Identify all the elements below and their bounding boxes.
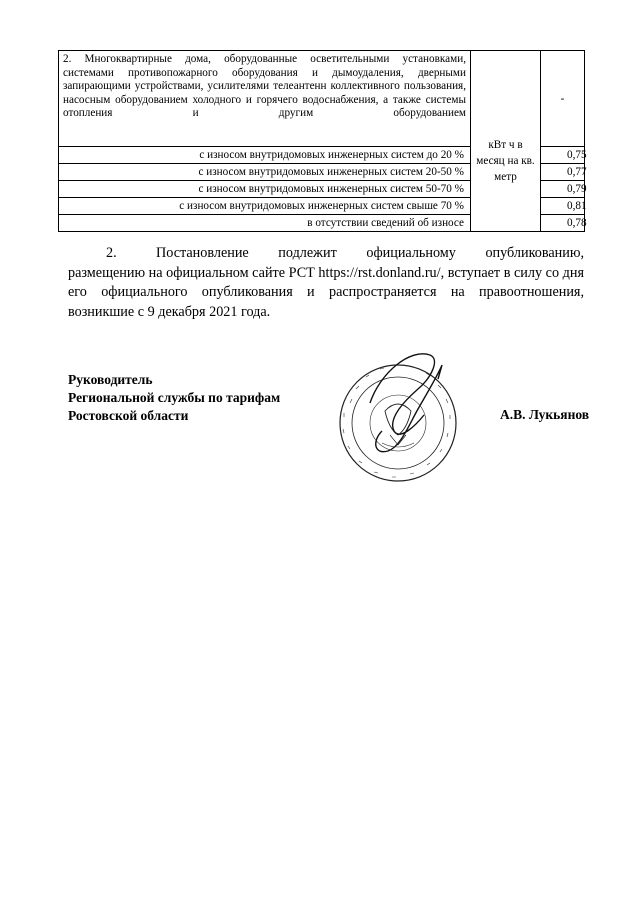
row-value: 0,75 <box>541 147 585 164</box>
official-seal <box>330 343 470 493</box>
row-value: 0,78 <box>541 215 585 232</box>
category-description: 2. Многоквартирные дома, оборудованные осветительными установками, системами противопожарного оборудования и дымоудаления, дверными запирающими устройствами, усилителями телеантенн коллективного пользования, насосным оборудованием холодного и горячего водоснабжения, а также системы отопления и другим оборудованием <box>59 51 471 147</box>
row-label: с износом внутридомовых инженерных систем до 20 % <box>59 147 471 164</box>
row-label: с износом внутридомовых инженерных систем 50-70 % <box>59 181 471 198</box>
clause-number: 2. <box>106 245 117 261</box>
signer-title-line: Ростовской области <box>68 408 189 423</box>
signer-name: А.В. Лукьянов <box>500 407 590 422</box>
signer-title-line: Региональной службы по тарифам <box>68 390 281 405</box>
row-value: 0,77 <box>541 164 585 181</box>
tariff-table <box>58 50 585 232</box>
row-label: с износом внутридомовых инженерных систем 20-50 % <box>59 164 471 181</box>
row-value: 0,79 <box>541 181 585 198</box>
row-value: 0,81 <box>541 198 585 215</box>
row-label: в отсутствии сведений об износе <box>59 215 471 232</box>
signer-title-line: Руководитель <box>68 372 153 387</box>
clause-text: Постановление подлежит официальному опубликованию, размещению на официальном сайте РСТ https://rst.donland.ru/, вступает в силу со дня его официального опубликования и распространяется на правоотношения, возникшие с 9 декабря 2021 года. <box>68 245 584 320</box>
table-header-row <box>59 51 585 147</box>
row-label: с износом внутридомовых инженерных систем свыше 70 % <box>59 198 471 215</box>
unit-cell: кВт ч в месяц на кв. метр <box>471 51 541 232</box>
header-value: - <box>541 51 585 147</box>
clause-paragraph <box>68 244 584 322</box>
signer-title <box>68 371 280 425</box>
